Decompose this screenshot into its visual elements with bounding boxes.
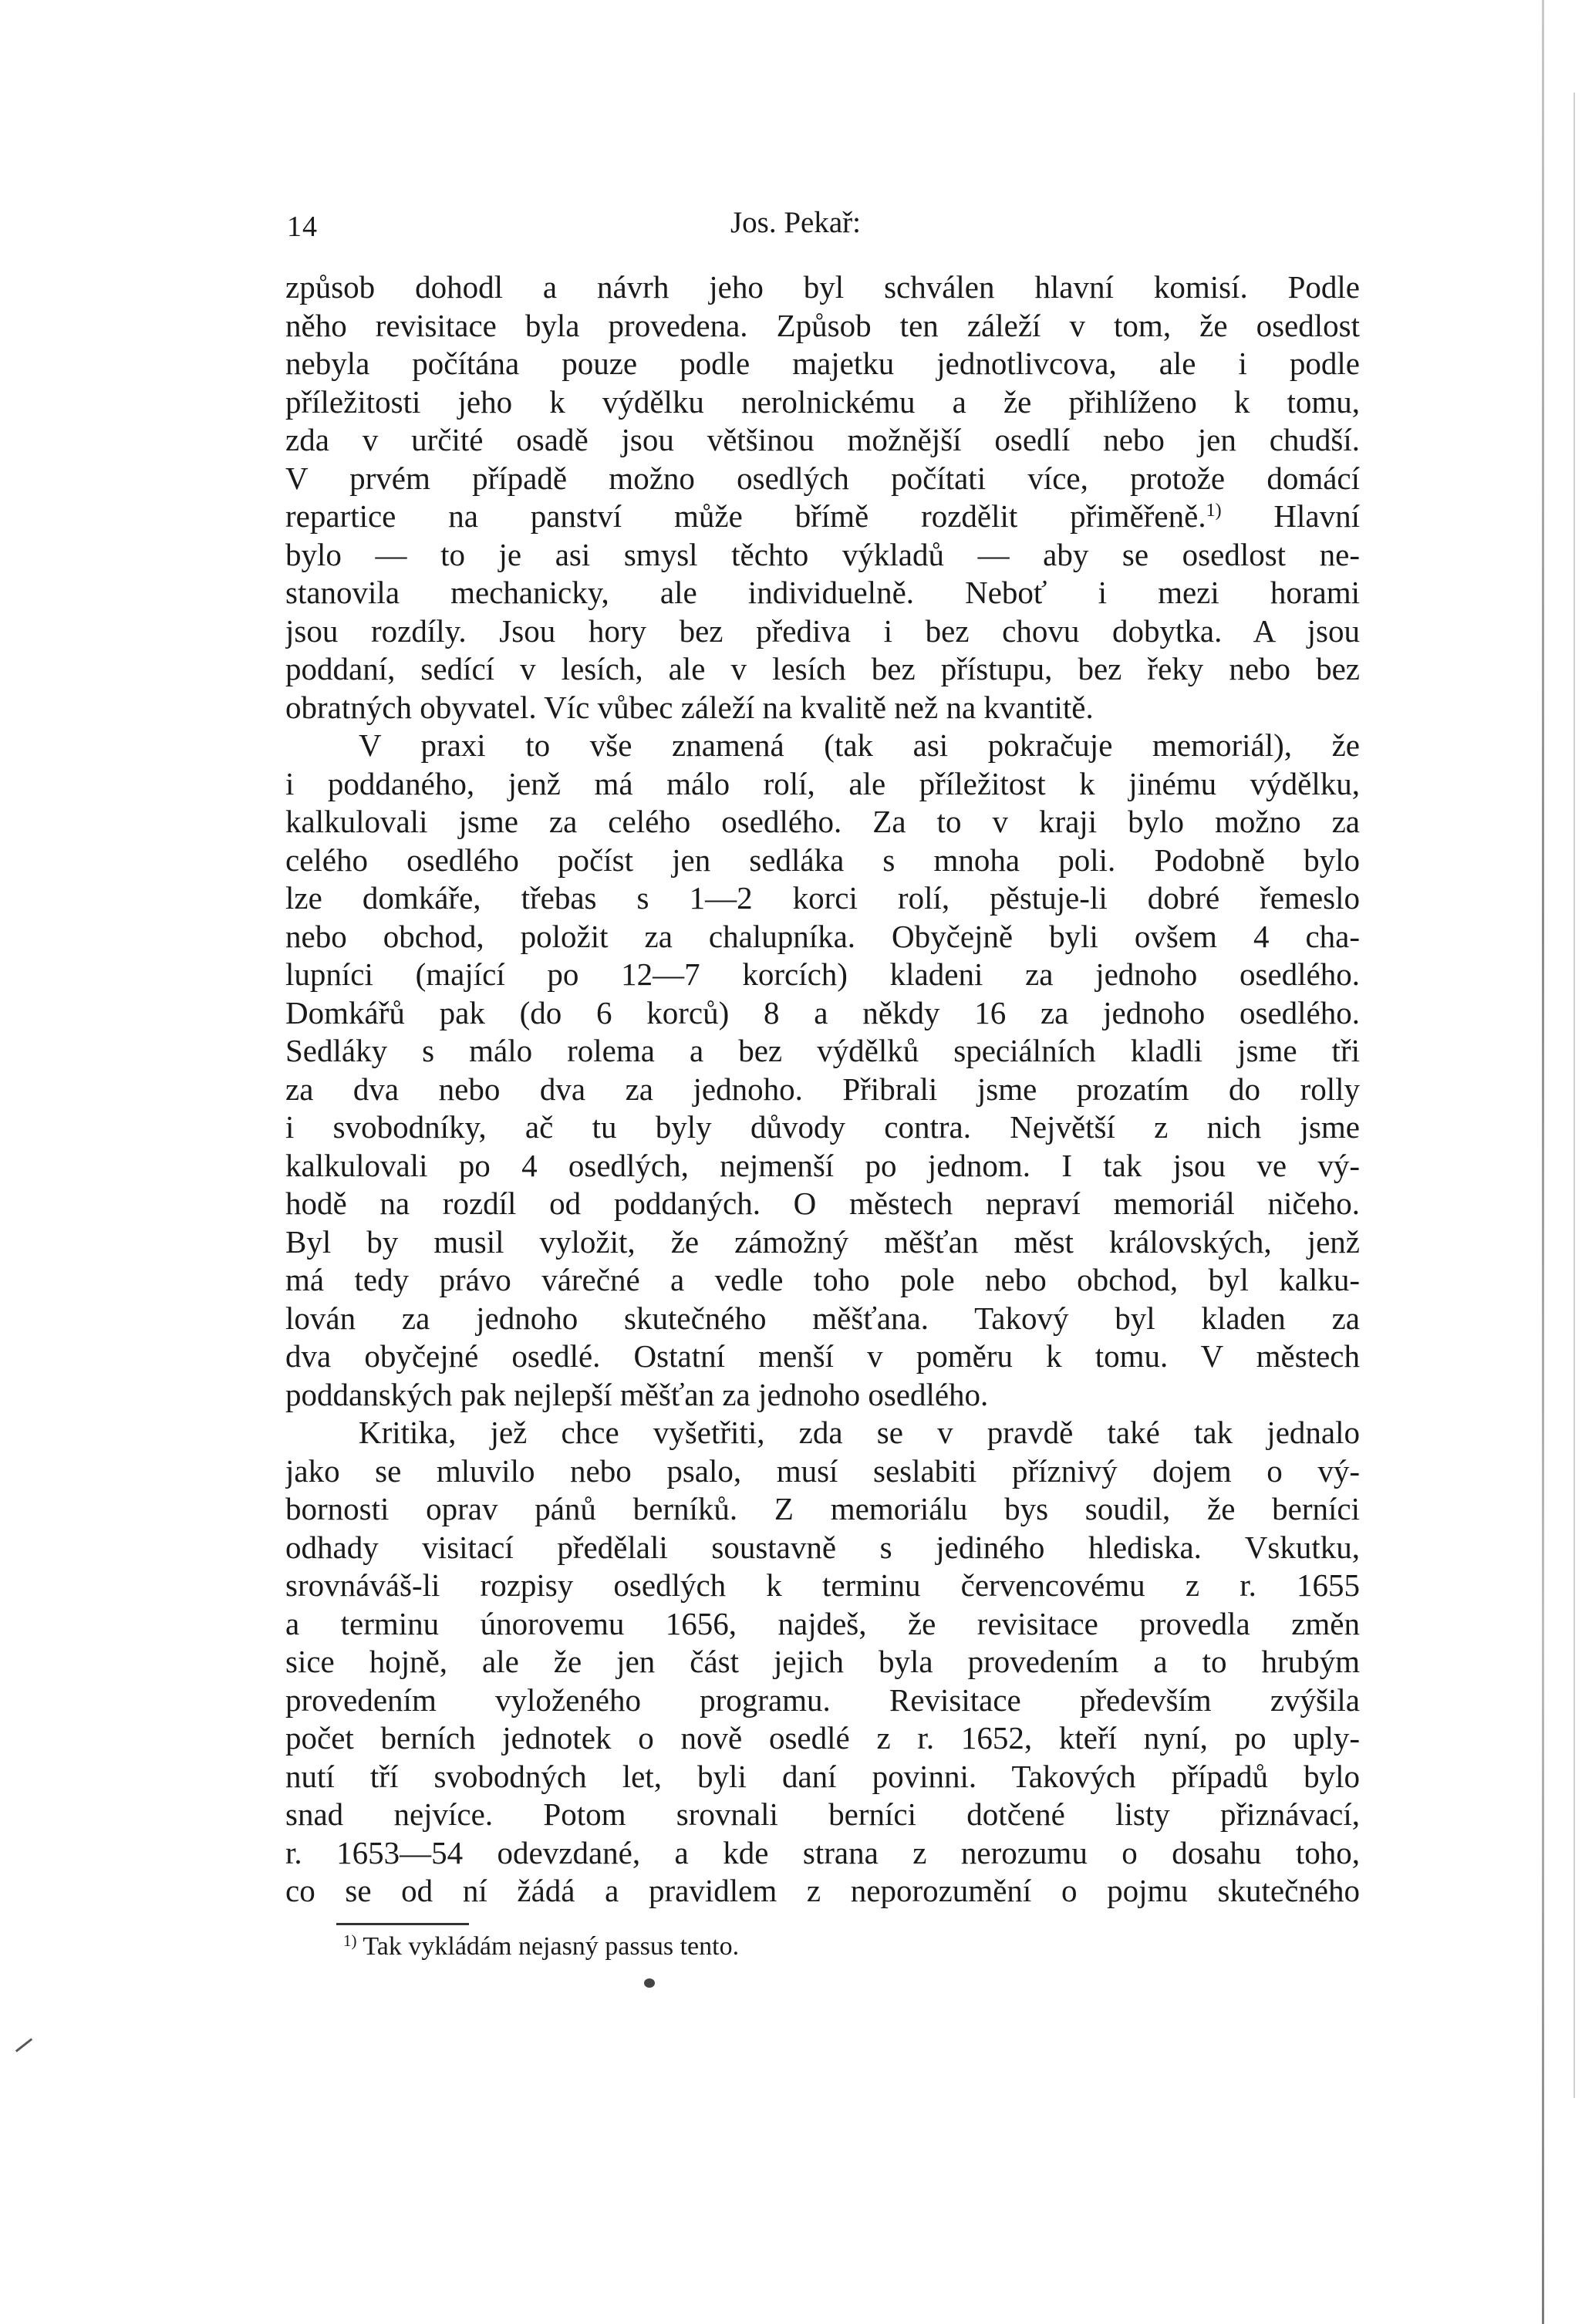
body-text	[285, 268, 1360, 1911]
text-line: obratných obyvatel. Víc vůbec záleží na kvalitě než na kvantitě.	[285, 689, 1094, 725]
text-line: lován za jednoho skutečného měšťana. Takový byl kladen za	[285, 1300, 1360, 1336]
text-line: poddanských pak nejlepší měšťan za jednoho osedlého.	[285, 1376, 989, 1412]
page-number: 14	[287, 211, 318, 243]
footnote-text: Tak vykládám nejasný passus tento.	[363, 1932, 740, 1961]
text-line: počet berních jednotek o nově osedlé z r. 1652, kteří nyní, po uply-	[285, 1720, 1360, 1756]
footnote-reference: 1)	[1206, 501, 1222, 521]
footnote	[343, 1932, 739, 1961]
text-line: Domkářů pak (do 6 korců) 8 a někdy 16 za jednoho osedlého.	[285, 994, 1360, 1030]
text-line-segment: Hlavní	[1273, 498, 1360, 534]
text-line: provedením vyloženého programu. Revisitace především zvýšila	[285, 1681, 1360, 1718]
page-header	[287, 202, 1367, 248]
text-line: hodě na rozdíl od poddaných. O městech nepraví memoriál ničeho.	[285, 1186, 1360, 1221]
text-line: bylo — to je asi smysl těchto výkladů — aby se osedlost ne-	[285, 536, 1360, 572]
text-line: lze domkáře, třebas s 1—2 korci rolí, pěstuje-li dobré řemeslo	[285, 880, 1360, 916]
footnote-marker: 1)	[343, 1931, 357, 1950]
text-line: dva obyčejné osedlé. Ostatní menší v poměru k tomu. V městech	[285, 1338, 1360, 1374]
text-line: něho revisitace byla provedena. Způsob ten záleží v tom, že osedlost	[285, 307, 1360, 343]
text-line: kalkulovali po 4 osedlých, nejmenší po jednom. I tak jsou ve vý-	[285, 1147, 1360, 1183]
text-line: snad nejvíce. Potom srovnali berníci dotčené listy přiznávací,	[285, 1796, 1360, 1832]
running-title: Jos. Pekař:	[730, 206, 861, 239]
footnote-divider	[336, 1923, 469, 1925]
text-line: poddaní, sedící v lesích, ale v lesích bez přístupu, bez řeky nebo bez	[285, 651, 1360, 686]
text-line: srovnáváš-li rozpisy osedlých k terminu červencovému z r. 1655	[285, 1567, 1360, 1603]
text-line: i poddaného, jenž má málo rolí, ale příležitost k jinému výdělku,	[285, 765, 1360, 801]
text-line: V praxi to vše znamená (tak asi pokračuje memoriál), že	[359, 727, 1360, 763]
text-line: r. 1653—54 odevzdané, a kde strana z nerozumu o dosahu toho,	[285, 1834, 1360, 1870]
text-line: nebo obchod, položit za chalupníka. Obyčejně byli ovšem 4 cha-	[285, 918, 1360, 954]
text-line: lupníci (mající po 12—7 korcích) kladeni za jednoho osedlého.	[285, 956, 1360, 992]
text-line: za dva nebo dva za jednoho. Přibrali jsme prozatím do rolly	[285, 1071, 1360, 1107]
text-line-with-footnote-ref	[285, 498, 1360, 536]
text-line: a terminu únorovemu 1656, najdeš, že revisitace provedla změn	[285, 1605, 1360, 1641]
text-line: nutí tří svobodných let, byli daní povinni. Takových případů bylo	[285, 1758, 1360, 1794]
text-line: sice hojně, ale že jen část jejich byla provedením a to hrubým	[285, 1644, 1360, 1679]
text-line: Kritika, jež chce vyšetřiti, zda se v pravdě také tak jednalo	[359, 1415, 1360, 1450]
text-line: nebyla počítána pouze podle majetku jednotlivcova, ale i podle	[285, 346, 1360, 381]
scan-edge-line	[1542, 0, 1544, 2324]
text-line: V prvém případě možno osedlých počítati více, protože domácí	[285, 460, 1360, 496]
text-line: i svobodníky, ač tu byly důvody contra. Největší z nich jsme	[285, 1109, 1360, 1145]
text-line: co se od ní žádá a pravidlem z neporozumění o pojmu skutečného	[285, 1873, 1360, 1908]
text-line: bornosti oprav pánů berníků. Z memoriálu bys soudil, že berníci	[285, 1491, 1360, 1526]
text-line: kalkulovali jsme za celého osedlého. Za to v kraji bylo možno za	[285, 804, 1360, 839]
text-line: odhady visitací předělali soustavně s jediného hlediska. Vskutku,	[285, 1529, 1360, 1565]
text-line: příležitosti jeho k výdělku nerolnickému a že přihlíženo k tomu,	[285, 383, 1360, 420]
text-line: celého osedlého počíst jen sedláka s mnoha poli. Podobně bylo	[285, 842, 1360, 878]
margin-mark	[15, 2038, 32, 2052]
text-line: má tedy právo várečné a vedle toho pole nebo obchod, byl kalku-	[285, 1262, 1360, 1297]
text-line: stanovila mechanicky, ale individuelně. Neboť i mezi horami	[285, 575, 1360, 610]
text-line-segment: repartice na panství může břímě rozdělit přiměřeně.	[285, 498, 1206, 534]
text-line: jako se mluvilo nebo psalo, musí seslabiti příznivý dojem o vý-	[285, 1452, 1360, 1489]
text-line: jsou rozdíly. Jsou hory bez přediva i bez chovu dobytka. A jsou	[285, 612, 1360, 649]
text-line: Sedláky s málo rolema a bez výdělků speciálních kladli jsme tři	[285, 1033, 1360, 1068]
text-line: zda v určité osadě jsou většinou možnější osedlí nebo jen chudší.	[285, 422, 1360, 457]
text-line: způsob dohodl a návrh jeho byl schválen hlavní komisí. Podle	[285, 269, 1360, 305]
text-line: Byl by musil vyložit, že zámožný měšťan měst královských, jenž	[285, 1223, 1360, 1260]
scan-edge-line-secondary	[1573, 93, 1575, 2098]
ink-speck	[644, 1978, 655, 1988]
